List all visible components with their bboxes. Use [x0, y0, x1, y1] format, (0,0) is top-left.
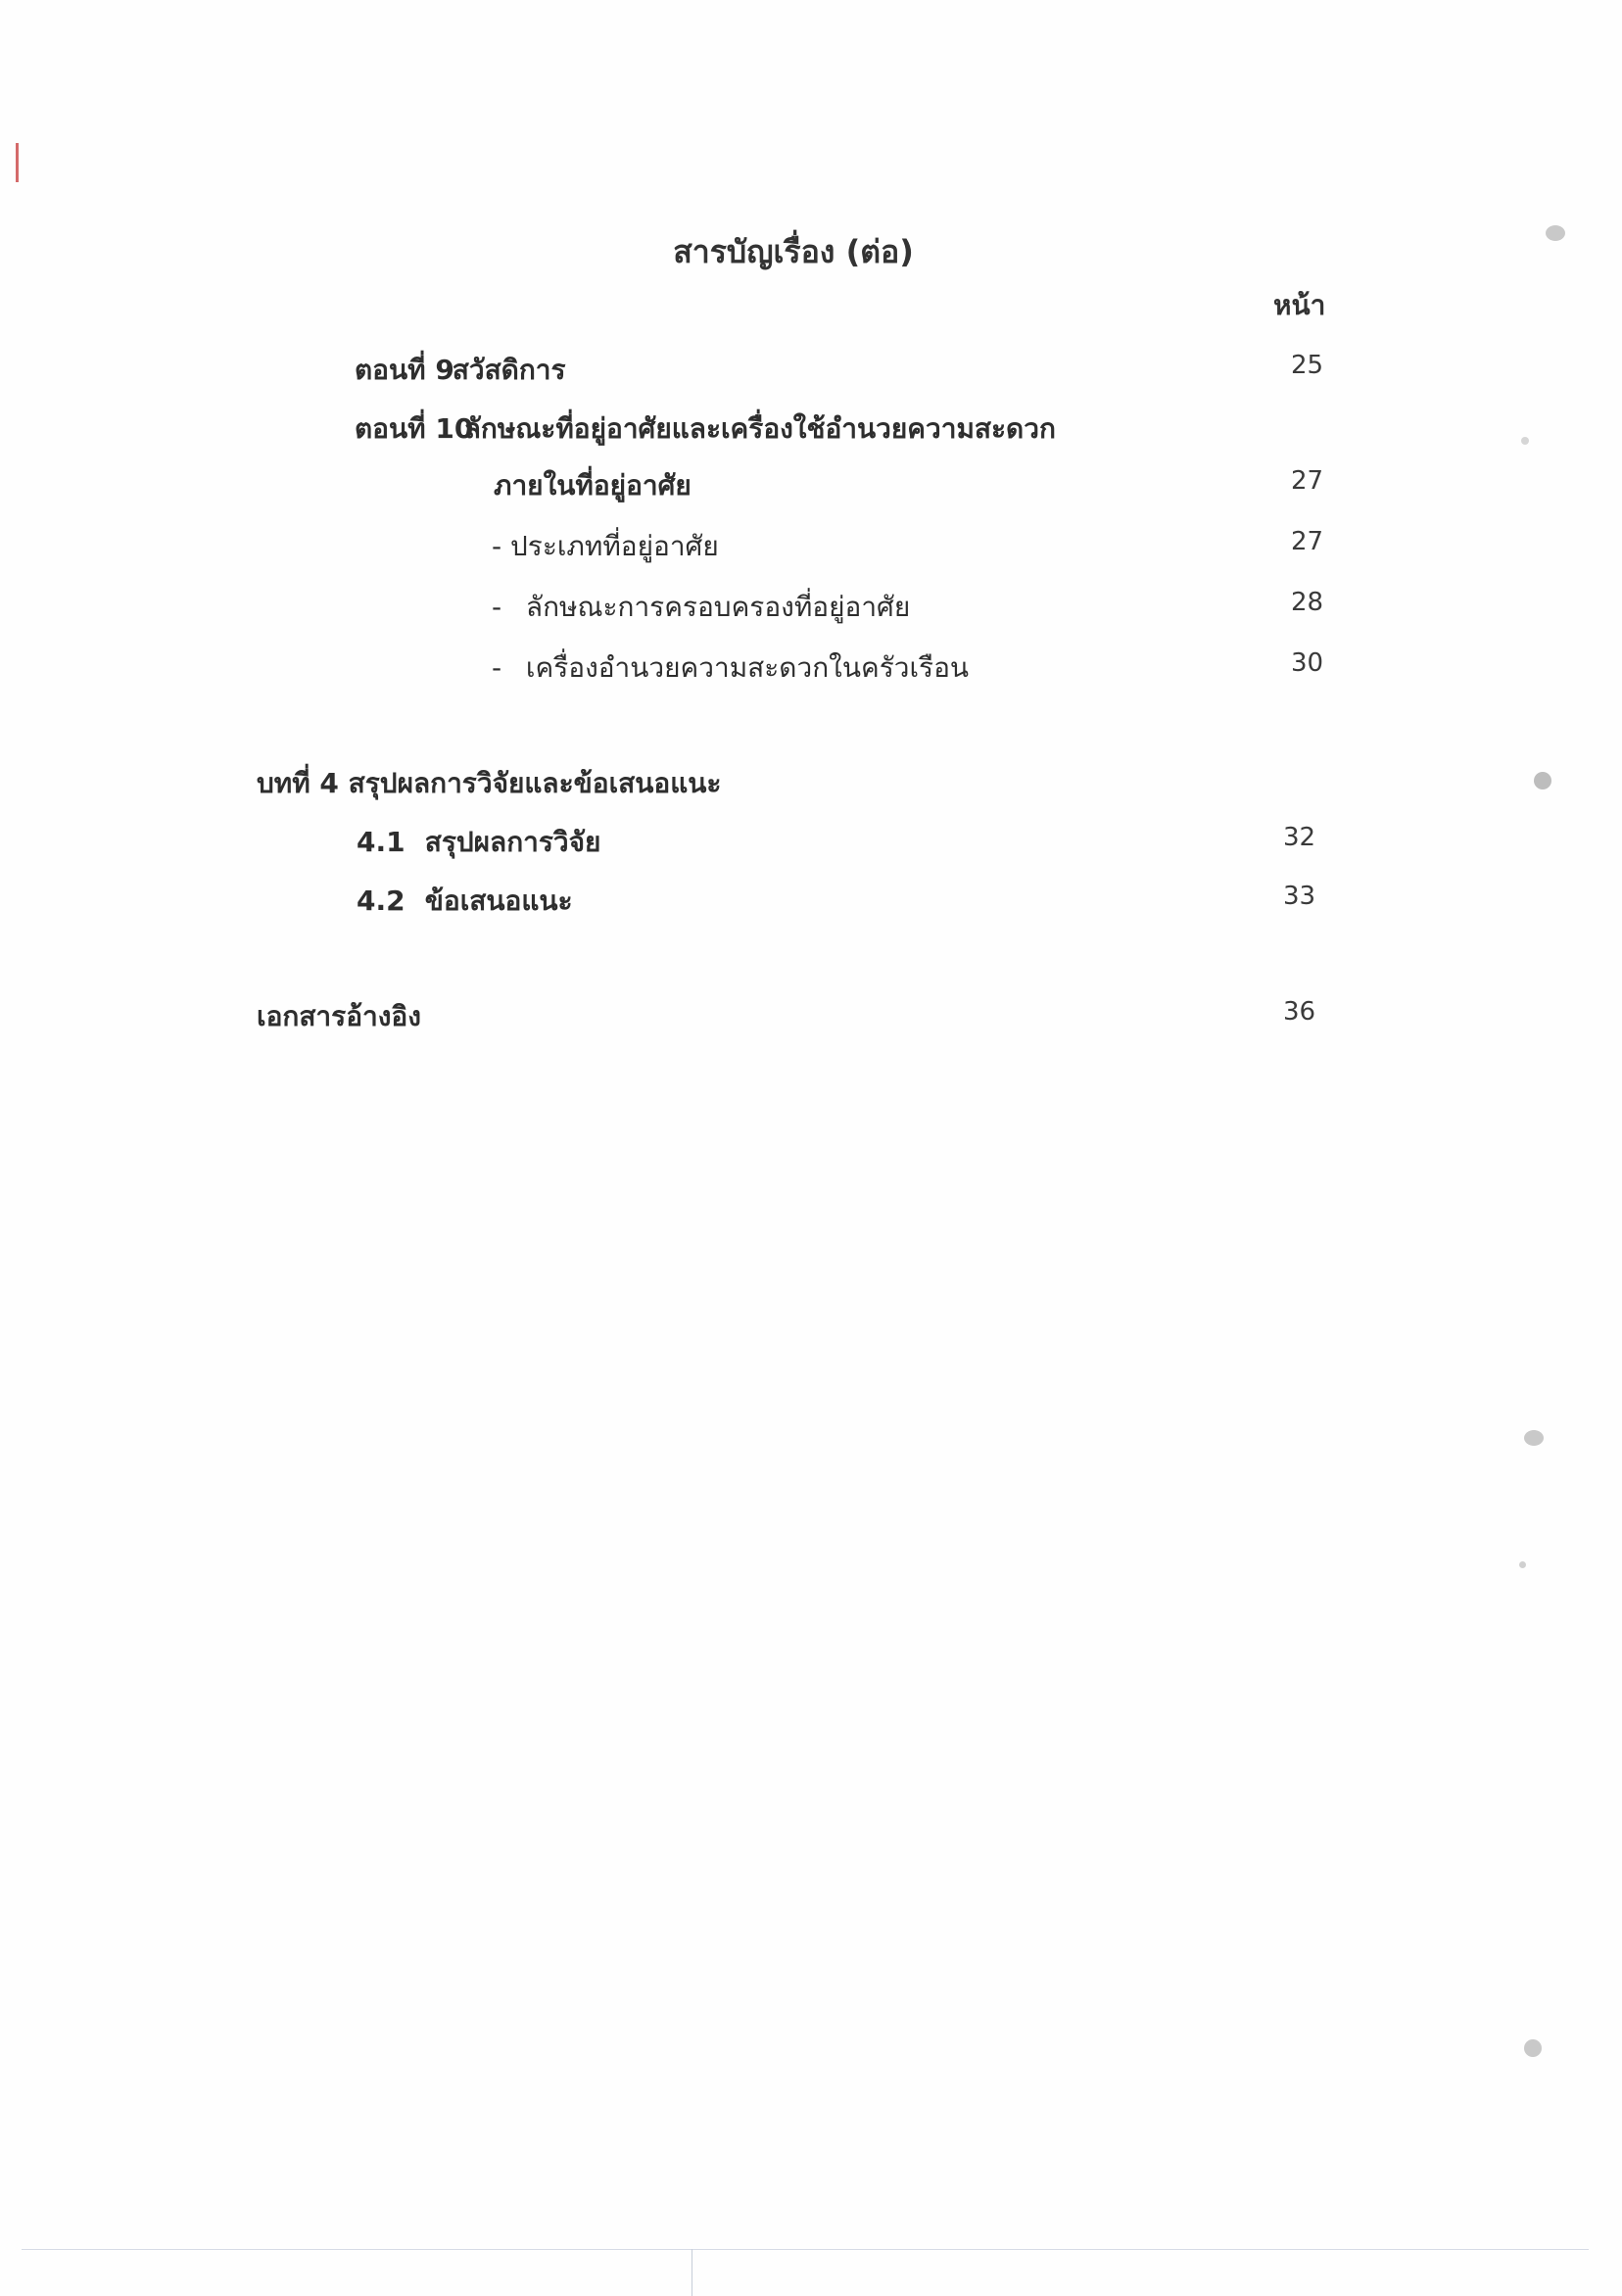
- toc-subentry: [492, 525, 719, 568]
- part-title-continued: ภายในที่อยู่อาศัย: [494, 469, 692, 502]
- toc-subentry: [492, 586, 910, 629]
- references-heading: เอกสารอ้างอิง: [257, 1000, 421, 1032]
- scan-mark: [1519, 1561, 1526, 1568]
- scan-mark: [1534, 772, 1551, 789]
- page-column-header: หน้า: [1273, 289, 1326, 321]
- page-number: 30: [1291, 648, 1324, 678]
- scan-mark: [1524, 2039, 1542, 2057]
- chapter-4-heading: บทที่ 4 สรุปผลการวิจัยและข้อเสนอแนะ: [257, 767, 722, 799]
- subentry-text: - ประเภทที่อยู่อาศัย: [492, 530, 719, 562]
- part-title: ลักษณะที่อยู่อาศัยและเครื่องใช้อำนวยความสะดวก: [463, 412, 1056, 445]
- section-number: 4.1: [357, 826, 406, 858]
- toc-title: สารบัญเรื่อง (ต่อ): [673, 233, 914, 270]
- toc-entry-4-1: [357, 821, 600, 864]
- page-number: 25: [1291, 351, 1324, 380]
- page-number: 36: [1283, 997, 1316, 1027]
- toc-subentry: [492, 646, 969, 690]
- toc-entry-4-2: [357, 880, 573, 923]
- part-label: ตอนที่ 9: [355, 354, 454, 386]
- section-title: ข้อเสนอแนะ: [424, 885, 573, 917]
- page-number: 28: [1291, 588, 1324, 617]
- scan-mark: [1546, 225, 1565, 241]
- subentry-dash: -: [492, 651, 502, 684]
- scan-mark: [1521, 437, 1529, 445]
- toc-entry-part-10: [355, 407, 1056, 451]
- part-title: สวัสดิการ: [452, 354, 566, 386]
- subentry-text: ลักษณะการครอบครองที่อยู่อาศัย: [525, 591, 911, 623]
- page-number: 27: [1291, 466, 1324, 496]
- part-label: ตอนที่ 10: [355, 412, 474, 445]
- scan-bottom-edge: [22, 2249, 1589, 2250]
- scan-edge-mark: [16, 143, 19, 182]
- subentry-dash: -: [492, 591, 502, 623]
- subentry-text: เครื่องอำนวยความสะดวกในครัวเรือน: [525, 651, 970, 684]
- section-number: 4.2: [357, 885, 406, 917]
- scan-mark: [1524, 1430, 1544, 1446]
- page-number: 33: [1283, 882, 1316, 911]
- toc-entry-part-10-cont: [494, 464, 692, 507]
- toc-entry-part-9: [355, 349, 566, 392]
- page-number: 27: [1291, 527, 1324, 556]
- section-title: สรุปผลการวิจัย: [424, 826, 601, 858]
- page-number: 32: [1283, 823, 1316, 852]
